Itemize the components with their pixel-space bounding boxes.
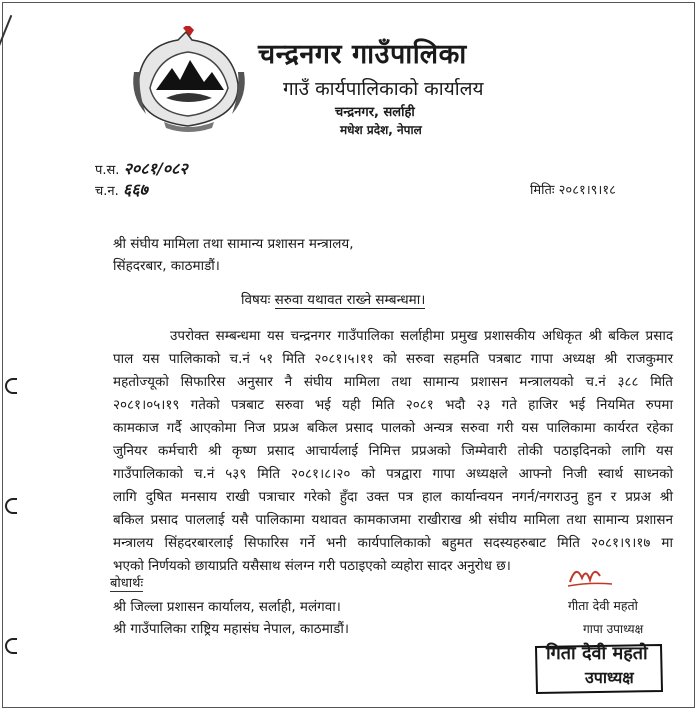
- recipient-line: श्री संघीय मामिला तथा सामान्य प्रशासन मन्त्रालय,: [113, 236, 354, 252]
- office-address: चन्द्रनगर, सर्लाही: [335, 105, 415, 120]
- signatory-role: गापा उपाध्यक्ष: [583, 622, 644, 636]
- subject-text: सरुवा यथावत राख्ने सम्बन्धमा।: [274, 292, 426, 308]
- dispatch-number: [95, 178, 148, 200]
- subject-line: [241, 290, 425, 308]
- body-line: गाउँपालिकाको च.नं ५३९ मिति २०८१।८।२० को पत्रद्वारा गापा अध्यक्षले आफ्नो निजी स्वार्थ साध्नको: [113, 466, 673, 482]
- punch-hole: [5, 498, 17, 514]
- cc-item: श्री गाउँपालिका राष्ट्रिय महासंघ नेपाल, काठमाडौं।: [113, 621, 349, 637]
- subject-label: विषयः: [241, 292, 271, 308]
- body-line: उपरोक्त सम्बन्धमा यस चन्द्रनगर गाउँपालिका सर्लाहीमा प्रमुख प्रशासकीय अधिकृत श्री बकिल प्रसाद: [170, 328, 673, 344]
- body-line: महतोज्यूको सिफारिस अनुसार नै संघीय मामिला तथा सामान्य प्रशासन मन्त्रालयको च.नं ३८८ मिति: [113, 374, 673, 390]
- ps-label: प.स.: [95, 163, 120, 178]
- cn-value: ६६७: [122, 180, 148, 199]
- cc-item: श्री जिल्ला प्रशासन कार्यालय, सर्लाही, मलंगवा।: [113, 599, 341, 615]
- stamp-role: उपाध्यक्ष: [585, 668, 634, 687]
- cc-label: बोधार्थः: [110, 573, 143, 592]
- signature-icon: [566, 560, 614, 590]
- office-province: मधेश प्रदेश, नेपाल: [340, 123, 422, 137]
- punch-hole: [5, 638, 17, 654]
- signatory-name: गीता देवी महतो: [568, 598, 638, 613]
- body-line: मन्त्रालय सिंहदरबारलाई सिफारिस गर्ने भनी कार्यपालिकाको बहुमत सदस्यहरुबाट मिति २०८१।९।१७ मा: [113, 535, 673, 551]
- office-title: चन्द्रनगर गाउँपालिका: [258, 39, 467, 70]
- ps-value: २०८१/०८२: [123, 159, 188, 178]
- body-line: पाल यस पालिकाको च.नं ५१ मिति २०८१।५।११ को सरुवा सहमति पत्रबाट गापा अध्यक्ष श्री राजकुमार: [113, 351, 673, 367]
- body-line: लागि दुषित मनसाय राखी पत्राचार गरेको हुँदा उक्त पत्र हाल कार्यान्वयन नगर्न/नगराउनु हुन र प्रप्रअ श्री: [113, 489, 673, 505]
- body-line: जुनियर कर्मचारी श्री कृष्ण प्रसाद आचार्यलाई निमित्त प्रप्रअको जिम्मेवारी तोकी पठाइदिनको लागि यस: [113, 443, 673, 459]
- body-line: बकिल प्रसाद पाललाई यसै पालिकामा यथावत कामकाजमा राखीराख श्री संघीय मामिला तथा सामान्य प्रशासन: [113, 512, 673, 528]
- punch-hole: [5, 378, 17, 394]
- body-line: भएको निर्णयको छायाप्रति यसैसाथ संलग्न गरी पठाइएको व्यहोरा सादर अनुरोध छ।: [113, 558, 511, 574]
- letter-number: [95, 157, 188, 179]
- cn-label: च.न.: [95, 184, 119, 199]
- body-line: कामकाज गर्दै आएकोमा निज प्रप्रअ बकिल प्रसाद पालको अन्यत्र सरुवा गरी यस पालिकामा कार्यरत रहेका: [113, 420, 673, 436]
- nepal-emblem-icon: [128, 26, 250, 132]
- office-subtitle: गाउँ कार्यपालिकाको कार्यालय: [283, 78, 484, 100]
- stamp-name: गिता देवी महतो: [546, 643, 648, 664]
- recipient-line: सिंहदरबार, काठमाडौं।: [113, 258, 220, 274]
- body-line: २०८१।०५।१९ गतेको पत्रबाट सरुवा भई यही मिति २०८१ भदौ २३ गते हाजिर भई नियमित रुपमा: [113, 397, 673, 413]
- letter-date: मितिः २०८१।९।१८: [530, 183, 616, 198]
